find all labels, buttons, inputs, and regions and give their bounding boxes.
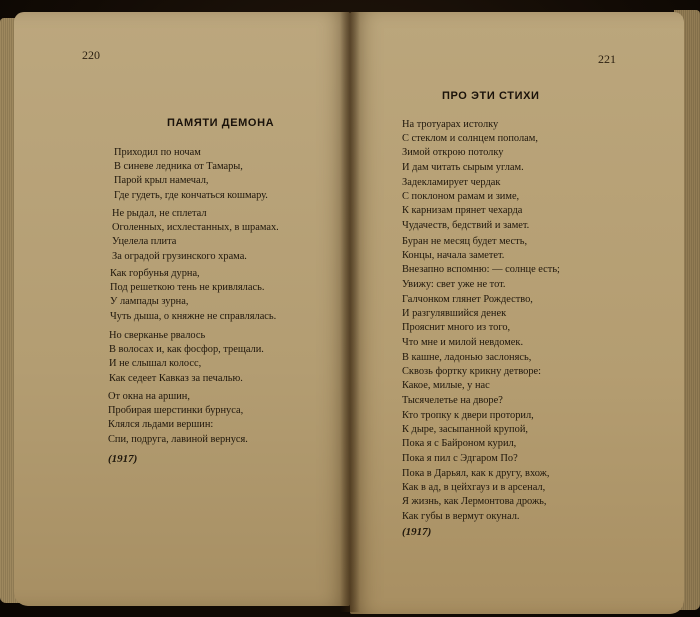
verse-line: И не слышал колосс, <box>109 358 202 370</box>
verse-line: Пока я пил с Эдгаром По? <box>402 452 518 464</box>
verse-line: Но сверканье рвалось <box>109 330 206 341</box>
page-number-right: 221 <box>598 52 616 66</box>
stanza <box>402 235 560 292</box>
verse-line: Клялся льдами вершин: <box>108 419 214 431</box>
verse-line: В синеве ледника от Тамары, <box>114 161 243 173</box>
verse-line: Зимой открою потолку <box>402 147 504 159</box>
verse-line: Чуть дыша, о княжне не справлялась. <box>110 310 277 322</box>
verse-line: Я жизнь, как Лермонтова дрожь, <box>402 496 547 508</box>
verse-line: Где гудеть, где кончаться кошмару. <box>114 189 268 201</box>
verse-line: Не рыдал, не сплетал <box>112 208 207 219</box>
verse-line: За оградой грузинского храма. <box>112 250 247 262</box>
verse-line: Уцелела плита <box>112 236 177 248</box>
verse-line: К дыре, засыпанной крупой, <box>402 424 528 436</box>
verse-line: Под решеткою тень не кривлялась. <box>110 282 265 294</box>
verse-line: Увижу: свет уже не тот. <box>402 278 506 290</box>
verse-line: Оголенных, исхлестанных, в шрамах. <box>112 222 279 234</box>
verse-line: Концы, начала заметет. <box>402 250 505 262</box>
verse-line: Задекламирует чердак <box>402 177 501 188</box>
stanza <box>402 351 541 408</box>
verse-line: Как седеет Кавказ за печалью. <box>109 372 243 384</box>
stanza <box>109 329 264 386</box>
verse-line: И разгулявшийся денек <box>402 308 507 320</box>
verse-line: От окна на аршин, <box>108 391 190 402</box>
stanza <box>402 293 533 350</box>
poem-date-right: (1917) <box>402 526 432 538</box>
stanza <box>114 146 268 203</box>
verse-line: Сквозь фортку крикну детворе: <box>402 366 542 378</box>
stanza <box>112 207 279 264</box>
verse-line: К карнизам прянет чехарда <box>402 205 523 217</box>
stanza <box>108 390 248 447</box>
verse-line: На тротуарах истолку <box>402 119 499 130</box>
stanza <box>402 467 549 524</box>
verse-line: Пробирая шерстинки бурнуса, <box>108 405 244 417</box>
verse-line: Спи, подруга, лавиной вернуся. <box>108 433 248 445</box>
page-number-left: 220 <box>82 48 100 62</box>
verse-line: Пока в Дарьял, как к другу, вхож, <box>402 468 550 479</box>
poem-title-left: ПАМЯТИ ДЕМОНА <box>167 117 275 129</box>
verse-line: С стеклом и солнцем пополам, <box>402 133 538 145</box>
verse-line: Внезапно вспомню: — солнце есть; <box>402 264 560 276</box>
verse-line: Как горбунья дурна, <box>110 268 200 279</box>
verse-line: Тысячелетье на дворе? <box>402 394 503 406</box>
stanza <box>402 118 538 175</box>
verse-line: Прояснит много из того, <box>402 322 511 334</box>
verse-line: Какое, милые, у нас <box>402 380 490 392</box>
verse-line: Приходил по ночам <box>114 147 201 158</box>
stanza <box>110 267 276 324</box>
stanza <box>402 176 529 233</box>
verse-line: Как губы в вермут окунал. <box>402 510 520 522</box>
verse-line: Что мне и милой невдомек. <box>402 336 524 348</box>
poem-title-right: ПРО ЭТИ СТИХИ <box>442 90 540 102</box>
verse-line: Как в ад, в цейхгауз и в арсенал, <box>402 482 546 494</box>
verse-line: Галчонком глянет Рождество, <box>402 294 533 305</box>
verse-line: Пока я с Байроном курил, <box>402 438 517 450</box>
poem-date-left: (1917) <box>108 453 138 465</box>
verse-line: У лампады зурна, <box>110 296 189 308</box>
verse-line: В волосах и, как фосфор, трещали. <box>109 344 264 356</box>
verse-line: Чудачеств, бедствий и замет. <box>402 219 530 231</box>
book-gutter <box>340 12 360 612</box>
verse-line: С поклоном рамам и зиме, <box>402 191 520 203</box>
verse-line: В кашне, ладонью заслонясь, <box>402 352 532 363</box>
verse-line: И дам читать сырым углам. <box>402 161 524 173</box>
verse-line: Парой крыл намечал, <box>114 175 209 187</box>
verse-line: Кто тропку к двери проторил, <box>402 410 534 421</box>
verse-line: Буран не месяц будет месть, <box>402 236 528 247</box>
stanza <box>402 409 534 466</box>
